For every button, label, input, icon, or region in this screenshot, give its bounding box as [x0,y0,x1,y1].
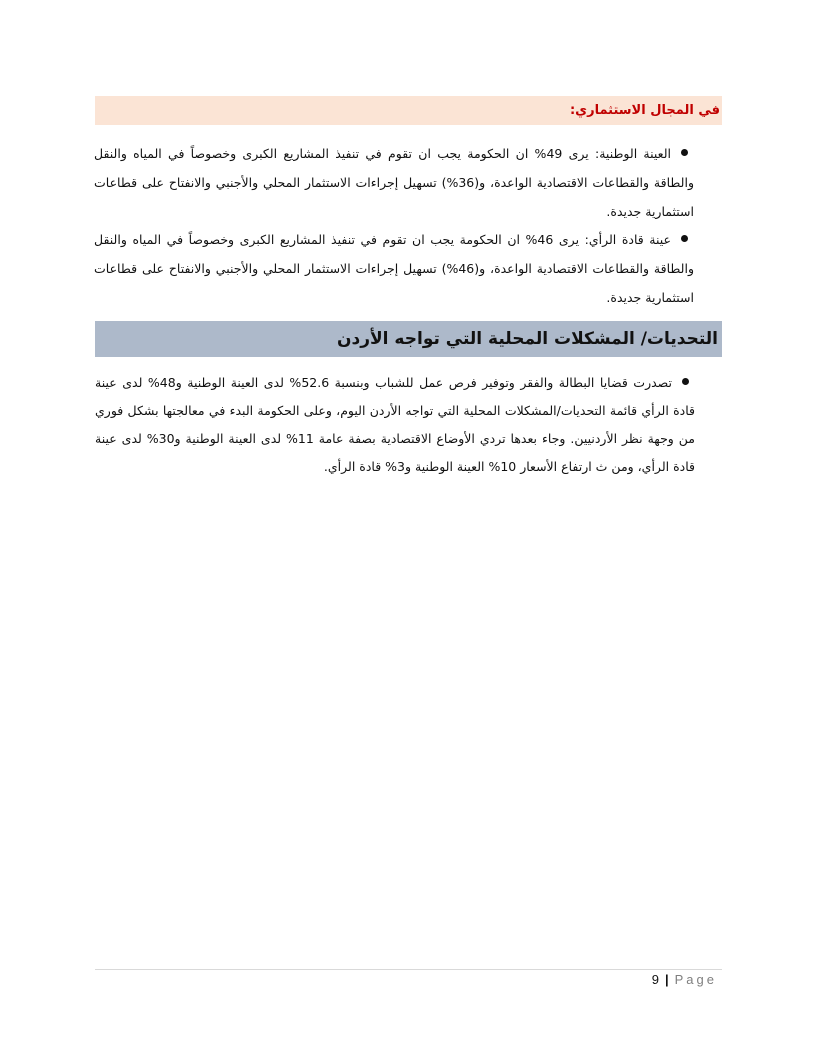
bullet-icon [681,235,688,242]
list-item-text: العينة الوطنية: يرى 49% ان الحكومة يجب ان تقوم في تنفيذ المشاريع الكبرى وخصوصاً في المياه والنقل والطاقة والقطاعات الاقتصادية الواعدة، و(36%) تسهيل إجراءات الاستثمار المحلي والأجنبي والانفتاح على قطاعات استثمارية جديدة. [94,146,694,219]
bullet-icon [682,378,689,385]
footer-divider [95,969,722,970]
list-item-text: عينة قادة الرأي: يرى 46% ان الحكومة يجب ان تقوم في تنفيذ المشاريع الكبرى وخصوصاً في المياه والنقل والطاقة والقطاعات الاقتصادية الواعدة، و(46%) تسهيل إجراءات الاستثمار المحلي والأجنبي والانفتاح على قطاعات استثمارية جديدة. [94,232,694,305]
challenges-section-heading [95,321,722,357]
page-number: 9 [651,972,659,987]
list-item [95,369,695,481]
list-item [94,225,694,312]
investment-subheading [95,96,722,125]
challenges-heading-text: التحديات/ المشكلات المحلية التي تواجه الأردن [337,329,718,349]
page-footer [652,972,717,987]
page-label: Page [674,972,717,987]
list-item [94,139,694,226]
list-item-text: تصدرت قضايا البطالة والفقر وتوفير فرص عمل للشباب وبنسبة 52.6% لدى العينة الوطنية و48% لدى عينة قادة الرأي قائمة التحديات/المشكلات المحلية التي تواجه الأردن اليوم، وعلى الحكومة البدء في معالجتها بشكل فوري من وجهة نظر الأردنيين. وجاء بعدها تردي الأوضاع الاقتصادية بصفة عامة 11% لدى العينة الوطنية و30% لدى عينة قادة الرأي، ومن ث ارتفاع الأسعار 10% العينة الوطنية و3% قادة الرأي. [95,375,695,474]
investment-subheading-text: في المجال الاستثماري: [569,103,720,118]
investment-list-item-2 [94,225,694,312]
bullet-icon [681,149,688,156]
challenges-list [95,369,695,481]
investment-list-item-1 [94,139,694,226]
footer-separator: | [664,972,669,987]
